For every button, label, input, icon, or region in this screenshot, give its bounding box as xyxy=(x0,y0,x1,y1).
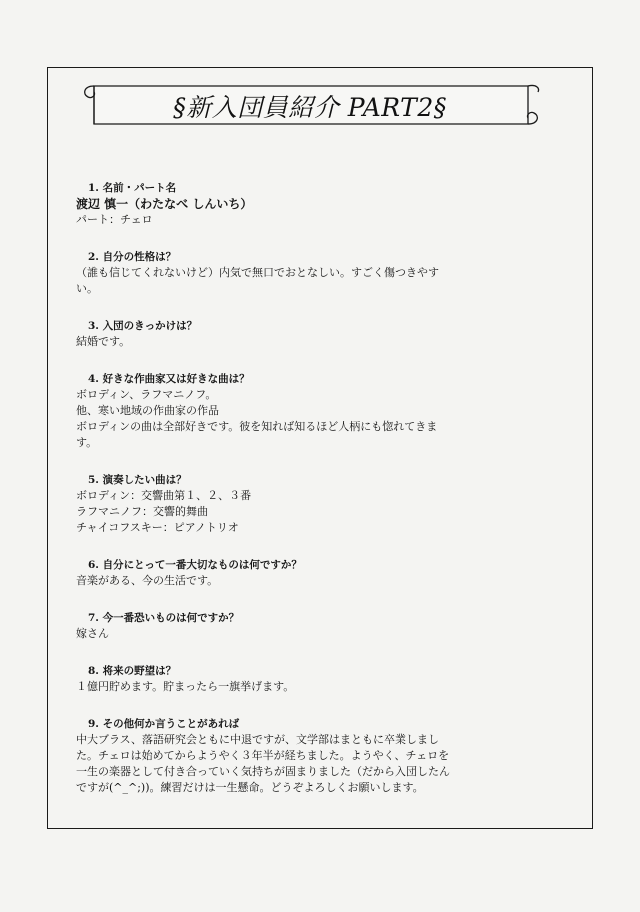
answer-line: パート：チェロ xyxy=(76,213,153,226)
question-label: 4. 好きな作曲家又は好きな曲は？ xyxy=(88,373,250,385)
title-banner xyxy=(80,80,540,132)
answer-line: ボロディン、ラフマニノフ。 xyxy=(76,388,217,401)
qa-content xyxy=(76,180,450,817)
qa-item-7 xyxy=(76,610,386,642)
question-label: 5. 演奏したい曲は？ xyxy=(88,474,187,486)
answer-line: 一生の楽器として付き合っていく気持ちが固まりました（だから入団したん xyxy=(76,765,450,778)
answer-line: 中大ブラス、落語研究会ともに中退ですが、文学部はまともに卒業しまし xyxy=(76,733,439,746)
qa-item-4 xyxy=(76,371,438,451)
answer-line: 嫁さん xyxy=(76,627,109,640)
qa-item-2 xyxy=(76,249,439,297)
qa-item-9 xyxy=(76,716,450,796)
answer-line: ラフマニノフ：交響的舞曲 xyxy=(76,505,208,518)
question-label: 9. その他何か言うことがあれば xyxy=(88,718,240,730)
answer-line: 音楽がある、今の生活です。 xyxy=(76,574,219,587)
answer-line: ボロディンの曲は全部好きです。彼を知れば知るほど人柄にも惚れてきま xyxy=(76,420,438,433)
question-label: 2. 自分の性格は？ xyxy=(88,251,177,263)
answer-line: 他、寒い地域の作曲家の作品 xyxy=(76,404,219,417)
qa-item-3 xyxy=(76,318,386,350)
answer-line: チャイコフスキー：ピアノトリオ xyxy=(76,521,239,534)
qa-item-8 xyxy=(76,663,386,695)
answer-line: た。チェロは始めてからようやく３年半が経ちました。ようやく、チェロを xyxy=(76,749,450,762)
question-label: 8. 将来の野望は？ xyxy=(88,665,177,677)
qa-item-5 xyxy=(76,472,386,536)
answer-line: す。 xyxy=(76,436,98,449)
answer-line: （誰も信じてくれないけど）内気で無口でおとなしい。すごく傷つきやす xyxy=(76,266,439,279)
answer-line: ボロディン：交響曲第１、２、３番 xyxy=(76,489,252,502)
answer-line: ですが(^_^;))。練習だけは一生懸命。どうぞよろしくお願いします。 xyxy=(76,781,424,794)
answer-line: 結婚です。 xyxy=(76,335,131,348)
answer-line: 渡辺 慎一（わたなべ しんいち） xyxy=(76,197,253,211)
question-label: 6. 自分にとって一番大切なものは何ですか？ xyxy=(88,559,302,571)
question-label: 1. 名前・パート名 xyxy=(88,182,177,194)
answer-line: い。 xyxy=(76,282,98,295)
answer-line: １億円貯めます。貯まったら一旗挙げます。 xyxy=(76,680,295,693)
page-title: §新入団員紹介 PART2§ xyxy=(173,93,447,122)
qa-item-6 xyxy=(76,557,386,589)
qa-item-1 xyxy=(76,180,386,228)
question-label: 3. 入団のきっかけは？ xyxy=(88,320,198,332)
question-label: 7. 今一番恐いものは何ですか？ xyxy=(88,612,240,624)
